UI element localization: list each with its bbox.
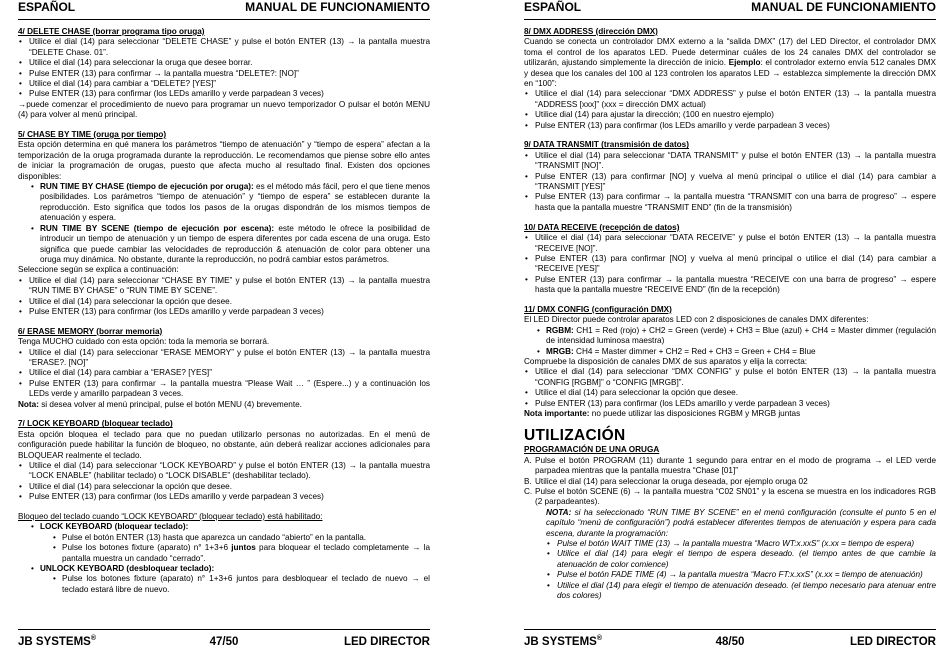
list-item: • Utilice el dial (14) para seleccionar “DATA RECEIVE” y pulse el botón ENTER (13) → la pantalla muestra “RECEIVE [NO]”.	[524, 233, 936, 254]
paragraph: →puede comenzar el procedimiento de nuevo para programar un nuevo temporizador O pulsar el botón MENU (4) para volver al menú principal.	[18, 99, 430, 120]
list-item: • Pulse ENTER (13) para confirmar (los LEDs amarillo y verde parpadean 3 veces)	[524, 399, 936, 409]
step-text: Pulse el botón SCENE (6) → la pantalla muestra “C02 SN01” y la escena se muestra en los indicadores RGB (2 parpadeantes).	[535, 487, 936, 507]
option-text: este método le ofrece la posibilidad de introducir un tiempo de atenuación y un tiempo de espera diferentes por cada escena de una oruga. Esto significa que puede cambiar las velocidades de reproducción & atenuación de color para obtener una oruga muy dinámica. No obstante, durante la reproducción, no podrá cambiar estos parámetros.	[40, 223, 430, 264]
list-item	[30, 564, 430, 595]
text-part: Pulse los botones fixture (aparato) n° 1+3+6	[62, 543, 232, 553]
brand-text: JB SYSTEMS	[18, 636, 91, 648]
section-title: 6/ ERASE MEMORY (borrar memoria)	[18, 326, 163, 336]
option-label: RUN TIME BY SCENE (tiempo de ejecución por escena):	[40, 223, 275, 233]
list-item: • Utilice el dial (14) para elegir el tiempo de atenuación deseado. (el tiempo necesario para atenuar entre dos colores)	[546, 581, 936, 602]
footer-brand	[18, 636, 155, 649]
list-item: • Pulse el botón ENTER (13) hasta que aparezca un candado “abierto” en la pantalla.	[52, 533, 430, 543]
step-text: Utilice el dial (14) para seleccionar la oruga deseada, por ejemplo oruga 02	[535, 476, 808, 486]
page-footer	[524, 629, 936, 649]
brand-text: JB SYSTEMS	[524, 636, 597, 648]
note	[18, 400, 430, 410]
section-title: 10/ DATA RECEIVE (recepción de datos)	[524, 222, 680, 232]
section-steps	[18, 461, 430, 503]
note	[524, 409, 936, 419]
list-item: • Utilice el dial (14) para seleccionar “CHASE BY TIME” y pulse el botón ENTER (13) → la pantalla muestra “RUN TIME BY CHASE” o “RUN TIME BY SCENE”.	[18, 276, 430, 297]
section-steps	[524, 89, 936, 131]
lock-steps	[40, 533, 430, 564]
list-item	[536, 326, 936, 347]
text-part: Cuando se conecta un controlador DMX externo a la “salida DMX” (17) del LED Director, el controlador DMX toma el control de los aparatos LED. Puede determinar cuáles de los 24 canales DMX del controlador se utilizarán, ajustando simplemente la dirección de inicio.	[524, 37, 936, 68]
page-footer	[18, 629, 430, 649]
list-item: • Pulse ENTER (13) para confirmar → la pantalla muestra “DELETE?: [NO]”	[18, 69, 430, 79]
program-steps	[524, 456, 936, 508]
note-label: Nota:	[18, 399, 39, 409]
list-item: • Utilice el dial (14) para elegir el tiempo de espera deseado. (el tiempo antes de que cambie la atenuación de color comience)	[546, 549, 936, 570]
footer-rule	[18, 629, 430, 630]
option-text: es el método más fácil, pero el que tiene menos posibilidades. Los parámetros “tiempo de atenuación” y “tiempo de espera” se establecen durante la reproducción. Esto significa que todos los pasos de la orugas dispondrán de los mismos tiempos de atenuación y espera.	[40, 182, 430, 223]
page-content	[18, 27, 430, 595]
unlock-steps	[40, 574, 430, 595]
list-item	[30, 522, 430, 564]
chapter-title: UTILIZACIÓN	[524, 427, 626, 445]
note-text: no puede utilizar las disposiciones RGBM y MRGB juntas	[589, 408, 801, 418]
list-item: • Utilice el dial (14) para seleccionar “LOCK KEYBOARD” y pulse el botón ENTER (13) → la pantalla muestra “LOCK ENABLE” (habilitar teclado) o “LOCK DISABLE” (deshabilitar teclado).	[18, 461, 430, 482]
list-item: • Pulse ENTER (13) para confirmar (los LEDs amarillo y verde parpadean 3 veces)	[524, 121, 936, 131]
section-title: 9/ DATA TRANSMIT (transmisión de datos)	[524, 140, 689, 150]
header-rule	[524, 19, 936, 20]
list-item: • Pulse ENTER (13) para confirmar [NO] y vuelva al menú principal o utilice el dial (14) para cambiar a “TRANSMIT [YES]”	[524, 172, 936, 193]
page-number: 47/50	[209, 636, 239, 648]
section-steps	[18, 276, 430, 318]
list-item: • Utilice el dial (14) para seleccionar “DELETE CHASE” y pulse el botón ENTER (13) → la pantalla muestra “DELETE Chase. 01”.	[18, 37, 430, 58]
layout-text: CH1 = Red (rojo) + CH2 = Green (verde) + CH3 = Blue (azul) + CH4 = Master dimmer (regulación de intensidad luminosa maestra)	[546, 325, 936, 346]
list-item	[30, 182, 430, 224]
page-47	[18, 0, 430, 654]
paragraph: Esta opción determina en qué manera los parámetros “tiempo de atenuación” y “tiempo de espera” afectan a la temporización de la oruga programada durante la reproducción. Le recomendamos que piense sobre ello antes de iniciar la programación de orugas, puesto que afecta mucho al resultado final. Existen dos opciones disponibles:	[18, 140, 430, 181]
header-language: ESPAÑOL	[524, 0, 582, 14]
layout-text: CH4 = Master dimmer + CH2 = Red + CH3 = Green + CH4 = Blue	[573, 346, 816, 356]
section-title: 5/ CHASE BY TIME (oruga por tiempo)	[18, 130, 167, 140]
note-label: Nota importante:	[524, 408, 590, 418]
list-item: • Pulse los botones fixture (aparato) n° 1+3+6 juntos para desbloquear el teclado de nuevo → el teclado estará libre de nuevo.	[52, 574, 430, 595]
list-item: • Utilice el dial (14) para seleccionar la opción que desee.	[524, 388, 936, 398]
section-steps	[524, 367, 936, 409]
page-number: 48/50	[715, 636, 745, 648]
list-item: • Pulse ENTER (13) para confirmar (los LEDs amarillo y verde parpadean 3 veces)	[18, 307, 430, 317]
list-item: • Utilice el dial (14) para seleccionar la oruga que desee borrar.	[18, 58, 430, 68]
footer-rule	[524, 629, 936, 630]
text-part: para bloquear el teclado completamente → la pantalla muestra un candado “cerrado”.	[62, 543, 430, 563]
list-item	[30, 224, 430, 266]
registered-mark: ®	[596, 635, 603, 643]
list-item	[52, 543, 430, 564]
paragraph: El LED Director puede controlar aparatos LED con 2 disposiciones de canales DMX diferentes:	[524, 315, 869, 325]
step-text: Pulse el botón PROGRAM (11) durante 1 segundo para entrar en el modo de programa → el LED verde parpadea mientras que la pantalla muestra “Chase [01]”	[535, 455, 936, 476]
footer-brand	[524, 636, 661, 649]
header-title: MANUAL DE FUNCIONAMIENTO	[245, 0, 430, 14]
subsection-title: PROGRAMACIÓN DE UNA ORUGA	[524, 445, 660, 455]
header-title: MANUAL DE FUNCIONAMIENTO	[751, 0, 936, 14]
list-item: • Utilice el dial (14) para seleccionar “ERASE MEMORY” y pulse el botón ENTER (13) → la pantalla muestra “ERASE?. [NO]”	[18, 348, 430, 369]
list-item: • Pulse ENTER (13) para confirmar → la pantalla muestra “Please Wait … ” (Espere...) y a continuación los LEDs verde y amarillo parpadean 3 veces.	[18, 379, 430, 400]
list-item: • Utilice dial (14) para ajustar la dirección; (100 en nuestro ejemplo)	[524, 110, 936, 120]
text-part: : el controlador externo envía 512 canales DMX y desea que los canales del 100 al 123 controlen los aparatos LED → establezca simplemente la dirección DMX en “100”:	[524, 58, 936, 89]
section-title: 4/ DELETE CHASE (borrar programa tipo oruga)	[18, 27, 205, 36]
header-language: ESPAÑOL	[18, 0, 76, 14]
list-item: A. Pulse el botón PROGRAM (11) durante 1 segundo para entrar en el modo de programa → el LED verde parpadea mientras que la pantalla muestra “Chase [01]”	[524, 455, 936, 476]
note-label: NOTA:	[546, 507, 572, 517]
section-title: 11/ DMX CONFIG (configuración DMX)	[524, 304, 672, 314]
option-list	[18, 182, 430, 265]
list-item: B. Utilice el dial (14) para seleccionar la oruga deseada, por ejemplo oruga 02	[524, 476, 808, 486]
list-item: • Pulse ENTER (13) para confirmar (los LEDs amarillo y verde parpadean 3 veces)	[18, 89, 430, 99]
header-rule	[18, 19, 430, 20]
list-item: • Pulse ENTER (13) para confirmar → la pantalla muestra “TRANSMIT con una barra de progreso” → espere hasta que la pantalla muestre “TRANSMIT END” (fin de la transmisión)	[524, 192, 936, 213]
layout-label: MRGB:	[546, 346, 574, 356]
section-steps	[524, 233, 936, 295]
list-item: • Utilice el dial (14) para seleccionar “DATA TRANSMIT” y pulse el botón ENTER (13) → la pantalla muestra “TRANSMIT [NO]”.	[524, 151, 936, 172]
list-item: • Pulse ENTER (13) para confirmar [NO] y vuelva al menú principal o utilice el dial (14) para cambiar a “RECEIVE [YES]”	[524, 254, 936, 275]
paragraph	[524, 37, 936, 89]
unlock-label: UNLOCK KEYBOARD (desbloquear teclado):	[40, 564, 215, 574]
list-item: • Pulse el botón WAIT TIME (13) → la pantalla muestra “Macro WT:x.xxS” (x.xx = tiempo de espera)	[546, 539, 936, 549]
footer-product: LED DIRECTOR	[849, 636, 936, 648]
section-title: 8/ DMX ADDRESS (dirección DMX)	[524, 27, 658, 36]
lock-label: LOCK KEYBOARD (bloquear teclado):	[40, 522, 189, 532]
list-item: • Utilice el dial (14) para seleccionar la opción que desee.	[18, 482, 430, 492]
page-header	[18, 0, 430, 15]
section-steps	[18, 37, 430, 99]
list-item: • Utilice el dial (14) para seleccionar la opción que desee.	[18, 297, 430, 307]
section-steps	[524, 151, 936, 213]
list-item: • Utilice el dial (14) para seleccionar “DMX CONFIG” y pulse el botón ENTER (13) → la pantalla muestra “CONFIG [RGBM]” o “CONFIG [MRGB]”.	[524, 367, 936, 388]
page-48	[524, 0, 936, 654]
layout-label: RGBM:	[546, 325, 574, 335]
paragraph: Seleccione según se explica a continuación:	[18, 265, 179, 275]
page-content	[524, 27, 936, 601]
subsection-title: Bloqueo del teclado cuando “LOCK KEYBOARD” (bloquear teclado) está habilitado:	[18, 512, 323, 522]
note-text: si ha seleccionado “RUN TIME BY SCENE” en el menú configuración (consulte el punto 5 en el capítulo “menú de configuración”) podrá establecer diferentes tiempos de atenuación y espera para cada escena, durante la programación:	[546, 507, 936, 538]
paragraph: Compruebe la disposición de canales DMX de sus aparatos y elija la correcta:	[524, 356, 808, 366]
example-label: Ejemplo	[728, 58, 761, 68]
page-header	[524, 0, 936, 15]
scene-time-steps	[524, 539, 936, 601]
list-item	[536, 347, 936, 357]
list-item: • Pulse ENTER (13) para confirmar → la pantalla muestra “RECEIVE con una barra de progreso” → espere hasta que la pantalla muestre “RECEIVE END” (fin de la recepción)	[524, 275, 936, 296]
list-item: C. Pulse el botón SCENE (6) → la pantalla muestra “C02 SN01” y la escena se muestra en los indicadores RGB (2 parpadeantes).	[524, 487, 936, 507]
option-label: RUN TIME BY CHASE (tiempo de ejecución por oruga):	[40, 182, 254, 192]
list-item: • Utilice el dial (14) para seleccionar “DMX ADDRESS” y pulse el botón ENTER (13) → la pantalla muestra “ADDRESS [xxx]” (xxx = dirección DMX actual)	[524, 89, 936, 110]
note	[524, 508, 936, 539]
registered-mark: ®	[90, 635, 97, 643]
list-item: • Pulse ENTER (13) para confirmar (los LEDs amarillo y verde parpadean 3 veces)	[18, 492, 430, 502]
list-item: • Utilice el dial (14) para cambiar a “DELETE? [YES]”	[18, 79, 430, 89]
list-item: • Pulse el botón FADE TIME (4) → la pantalla muestra “Macro FT:x.xxS” (x.xx = tiempo de atenuación)	[546, 570, 936, 580]
lock-list	[18, 522, 430, 595]
text-emphasis: juntos	[231, 543, 256, 553]
note-text: si desea volver al menú principal, pulse el botón MENU (4) brevemente.	[38, 399, 302, 409]
paragraph: Tenga MUCHO cuidado con esta opción: toda la memoria se borrará.	[18, 337, 270, 347]
channel-layouts	[524, 326, 936, 357]
list-item: • Utilice el dial (14) para cambiar a “ERASE? [YES]”	[18, 368, 430, 378]
section-steps	[18, 348, 430, 400]
paragraph: Esta opción bloquea el teclado para que no puedan utilizarlo personas no autorizadas. En el menú de configuración puede habilitar la función de bloqueo, no obstante, aún deberá realizar acciones adicionales para BLOQUEAR realmente el teclado.	[18, 429, 430, 460]
footer-product: LED DIRECTOR	[343, 636, 430, 648]
section-title: 7/ LOCK KEYBOARD (bloquear teclado)	[18, 419, 173, 429]
